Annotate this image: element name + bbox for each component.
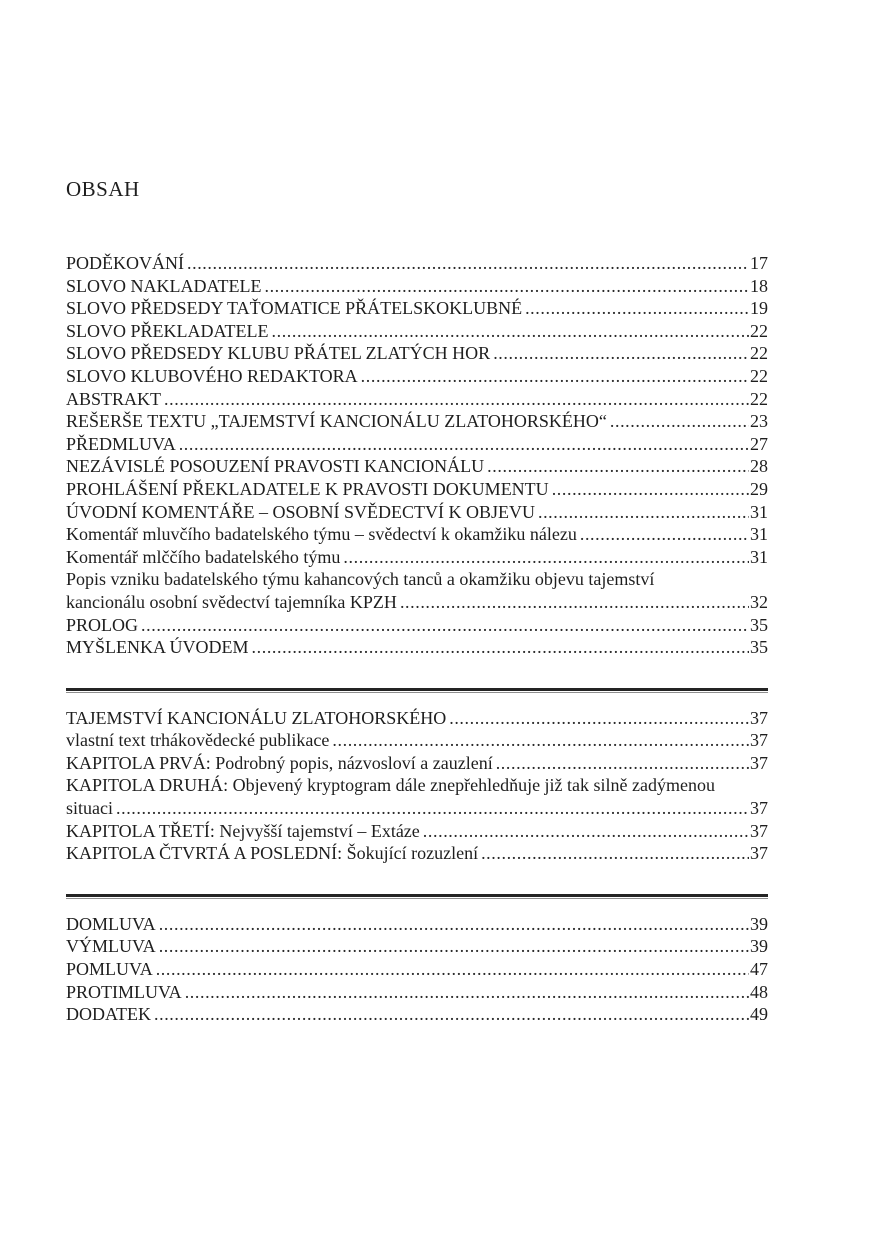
- toc-entry-page: 17: [750, 253, 768, 273]
- toc-entry-page: 47: [750, 959, 768, 980]
- dot-leader: [154, 1003, 749, 1026]
- toc-entry: [66, 252, 768, 275]
- toc-entry: [66, 842, 768, 865]
- toc-entry-row: [66, 958, 768, 981]
- toc-entry-row: [66, 252, 768, 275]
- toc-entry-label: PROLOG: [66, 614, 139, 635]
- toc-entry: [66, 1003, 768, 1026]
- dot-leader: [156, 958, 749, 981]
- toc-entry: [66, 523, 768, 546]
- toc-section: [66, 707, 768, 865]
- toc-entry-row: [66, 523, 768, 546]
- toc-entry-label: SLOVO NAKLADATELE: [66, 275, 262, 296]
- dot-leader: [496, 752, 749, 775]
- toc-entry-label: ÚVODNÍ KOMENTÁŘE – OSOBNÍ SVĚDECTVÍ K OBJEVU: [66, 501, 535, 522]
- toc-entry-row: [66, 797, 768, 820]
- toc-entry-row: [66, 410, 768, 433]
- toc-entry-label: KAPITOLA TŘETÍ: Nejvyšší tajemství – Extáze: [66, 820, 420, 841]
- toc-entry-row: [66, 935, 768, 958]
- toc-entry-row: [66, 729, 768, 752]
- toc-entry-label: REŠERŠE TEXTU „TAJEMSTVÍ KANCIONÁLU ZLATOHORSKÉHO“: [66, 411, 607, 432]
- toc-entry-row: [66, 365, 768, 388]
- toc-entry-row: [66, 320, 768, 343]
- dot-leader: [264, 275, 749, 298]
- toc-entry-page: 31: [750, 524, 768, 545]
- toc-entry-row: [66, 842, 768, 865]
- table-of-contents: [66, 252, 768, 1026]
- dot-leader: [187, 252, 749, 275]
- dot-leader: [159, 913, 749, 936]
- toc-entry: [66, 455, 768, 478]
- toc-entry: [66, 935, 768, 958]
- toc-entry-label: PŘEDMLUVA: [66, 433, 176, 454]
- dot-leader: [164, 388, 749, 411]
- dot-leader: [400, 591, 749, 614]
- section-divider: [66, 688, 768, 693]
- toc-entry-label: PROTIMLUVA: [66, 981, 182, 1002]
- toc-entry-page: 28: [750, 456, 768, 477]
- toc-entry: [66, 433, 768, 456]
- dot-leader: [343, 546, 749, 569]
- toc-entry-row: [66, 1003, 768, 1026]
- toc-entry-label: VÝMLUVA: [66, 936, 156, 957]
- toc-entry: [66, 388, 768, 411]
- toc-entry-page: 37: [750, 707, 768, 728]
- dot-leader: [552, 478, 749, 501]
- dot-leader: [159, 935, 749, 958]
- toc-entry: [66, 320, 768, 343]
- dot-leader: [332, 729, 749, 752]
- toc-entry-page: 19: [750, 298, 768, 319]
- toc-entry: [66, 729, 768, 752]
- toc-entry-page: 37: [750, 752, 768, 773]
- dot-leader: [487, 455, 749, 478]
- dot-leader: [580, 523, 749, 546]
- toc-entry: [66, 546, 768, 569]
- toc-entry-page: 37: [750, 820, 768, 841]
- toc-entry: [66, 820, 768, 843]
- toc-entry-row: [66, 297, 768, 320]
- toc-section: [66, 913, 768, 1026]
- toc-entry-page: 35: [750, 637, 768, 658]
- toc-entry-page: 22: [750, 365, 768, 386]
- toc-entry-page: 22: [750, 343, 768, 364]
- dot-leader: [179, 433, 749, 456]
- toc-entry-row: [66, 752, 768, 775]
- toc-entry: [66, 774, 768, 819]
- toc-entry-page: 22: [750, 388, 768, 409]
- toc-entry-page: 22: [750, 320, 768, 341]
- toc-entry: [66, 275, 768, 298]
- toc-entry-page: 35: [750, 614, 768, 635]
- toc-entry-label: POMLUVA: [66, 959, 153, 980]
- toc-entry: [66, 636, 768, 659]
- toc-entry-page: 18: [750, 275, 768, 296]
- toc-entry-row: [66, 820, 768, 843]
- toc-entry-label: ABSTRAKT: [66, 388, 162, 409]
- toc-entry: [66, 913, 768, 936]
- dot-leader: [423, 820, 749, 843]
- toc-entry-page: 37: [750, 798, 768, 819]
- toc-entry-label: KAPITOLA PRVÁ: Podrobný popis, názvosloví a zauzlení: [66, 752, 493, 773]
- dot-leader: [361, 365, 749, 388]
- toc-section: [66, 252, 768, 659]
- toc-entry-page: 31: [750, 501, 768, 522]
- toc-entry-label: KAPITOLA ČTVRTÁ A POSLEDNÍ: Šokující rozuzlení: [66, 843, 479, 864]
- toc-entry-label: Komentář mlččího badatelského týmu: [66, 546, 341, 567]
- dot-leader: [493, 342, 749, 365]
- toc-entry: [66, 568, 768, 613]
- toc-entry: [66, 707, 768, 730]
- toc-entry: [66, 958, 768, 981]
- toc-entry-row: [66, 455, 768, 478]
- dot-leader: [481, 842, 749, 865]
- toc-entry-page: 48: [750, 981, 768, 1002]
- toc-entry: [66, 410, 768, 433]
- toc-entry-page: 37: [750, 843, 768, 864]
- toc-entry-label: kancionálu osobní svědectví tajemníka KPZH: [66, 591, 397, 612]
- toc-entry-row: [66, 342, 768, 365]
- dot-leader: [449, 707, 749, 730]
- toc-entry: [66, 614, 768, 637]
- toc-entry-row: [66, 614, 768, 637]
- toc-entry-row: [66, 433, 768, 456]
- toc-entry-label: Komentář mluvčího badatelského týmu – svědectví k okamžiku nálezu: [66, 524, 577, 545]
- toc-page: [66, 176, 768, 1026]
- toc-entry-first-line: KAPITOLA DRUHÁ: Objevený kryptogram dále znepřehledňuje již tak silně zadýmenou: [66, 775, 716, 796]
- dot-leader: [185, 981, 749, 1004]
- toc-entry-page: 29: [750, 478, 768, 499]
- toc-entry-row: [66, 478, 768, 501]
- toc-entry-page: 37: [750, 730, 768, 751]
- toc-entry-page: 31: [750, 546, 768, 567]
- page-title: OBSAH: [66, 177, 140, 201]
- toc-entry-label: situaci: [66, 798, 113, 819]
- toc-entry-label: PROHLÁŠENÍ PŘEKLADATELE K PRAVOSTI DOKUMENTU: [66, 478, 549, 499]
- toc-entry-row: [66, 275, 768, 298]
- toc-entry-label: SLOVO PŘEDSEDY KLUBU PŘÁTEL ZLATÝCH HOR: [66, 343, 491, 364]
- toc-entry-label: NEZÁVISLÉ POSOUZENÍ PRAVOSTI KANCIONÁLU: [66, 456, 485, 477]
- dot-leader: [116, 797, 749, 820]
- toc-entry-row: [66, 913, 768, 936]
- toc-entry-row: [66, 707, 768, 730]
- dot-leader: [272, 320, 750, 343]
- dot-leader: [141, 614, 749, 637]
- toc-entry-page: 39: [750, 936, 768, 957]
- toc-entry: [66, 752, 768, 775]
- toc-entry: [66, 478, 768, 501]
- toc-entry-page: 27: [750, 433, 768, 454]
- toc-entry-first-line: Popis vzniku badatelského týmu kahancových tanců a okamžiku objevu tajemství: [66, 569, 655, 590]
- toc-entry-row: [66, 501, 768, 524]
- toc-entry-row: [66, 388, 768, 411]
- toc-entry-row: [66, 591, 768, 614]
- toc-entry-label: SLOVO PŘEKLADATELE: [66, 320, 269, 341]
- section-divider: [66, 894, 768, 899]
- toc-entry: [66, 501, 768, 524]
- toc-entry: [66, 342, 768, 365]
- toc-entry-page: 23: [750, 411, 768, 432]
- toc-entry-page: 39: [750, 913, 768, 934]
- toc-entry-label: PODĚKOVÁNÍ: [66, 253, 184, 273]
- toc-entry-label: SLOVO PŘEDSEDY TAŤOMATICE PŘÁTELSKOKLUBNÉ: [66, 298, 523, 319]
- toc-entry: [66, 297, 768, 320]
- toc-entry-row: [66, 636, 768, 659]
- toc-entry-label: DODATEK: [66, 1004, 151, 1025]
- toc-entry: [66, 981, 768, 1004]
- toc-entry: [66, 365, 768, 388]
- dot-leader: [538, 501, 749, 524]
- toc-entry-label: DOMLUVA: [66, 913, 156, 934]
- toc-entry-row: [66, 981, 768, 1004]
- dot-leader: [525, 297, 749, 320]
- toc-entry-row: [66, 546, 768, 569]
- toc-entry-label: SLOVO KLUBOVÉHO REDAKTORA: [66, 365, 358, 386]
- dot-leader: [610, 410, 749, 433]
- toc-entry-page: 49: [750, 1004, 768, 1025]
- toc-entry-label: TAJEMSTVÍ KANCIONÁLU ZLATOHORSKÉHO: [66, 707, 447, 728]
- dot-leader: [252, 636, 749, 659]
- toc-entry-page: 32: [750, 591, 768, 612]
- toc-entry-label: vlastní text trhákovědecké publikace: [66, 730, 330, 751]
- toc-entry-label: MYŠLENKA ÚVODEM: [66, 637, 249, 658]
